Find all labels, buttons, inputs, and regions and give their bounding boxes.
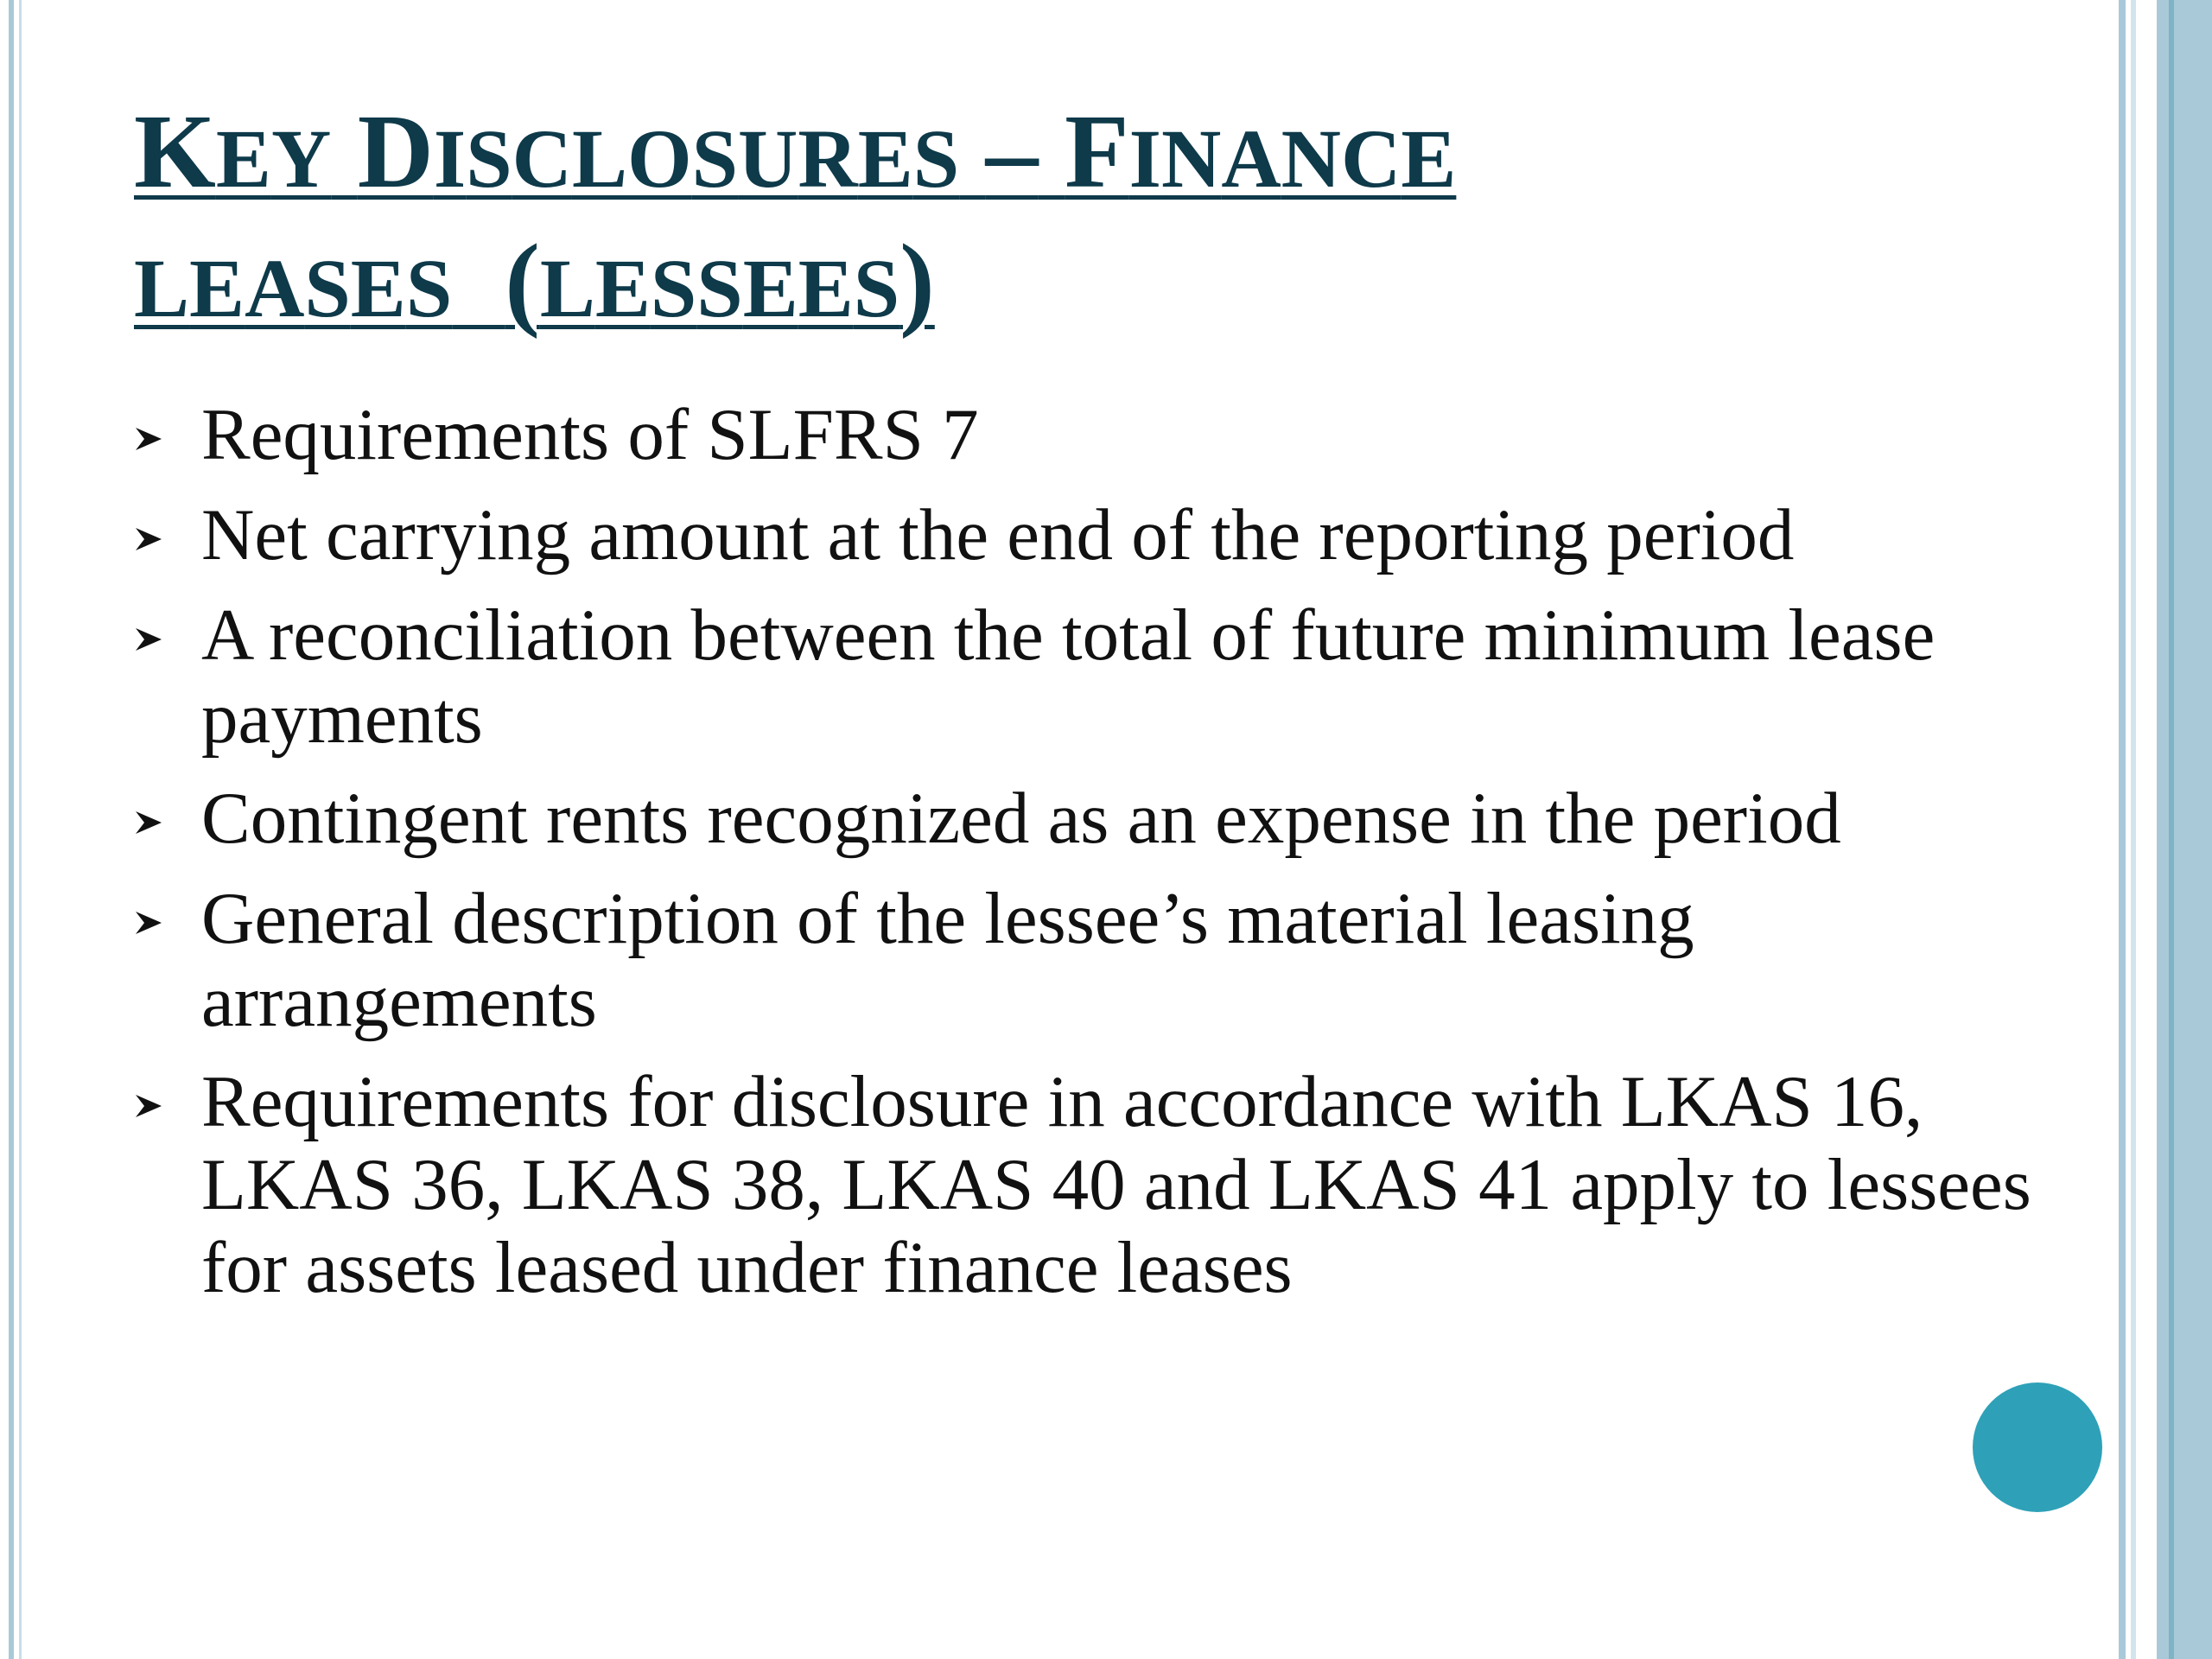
arrowhead-bullet-icon (134, 810, 163, 836)
bullet-text: General description of the lessee’s material leasing arrangements (201, 878, 1694, 1042)
bullet-item (134, 393, 2104, 476)
bullet-text: Requirements for disclosure in accordance with LKAS 16, LKAS 36, LKAS 38, LKAS 40 and LKAS 41 apply to lessees for assets leased under finance leases (201, 1061, 2031, 1308)
slide-number-circle (1973, 1382, 2102, 1512)
right-border-stripe (2119, 0, 2126, 1659)
bullet-text: Net carrying amount at the end of the reporting period (201, 494, 1795, 575)
left-border-line (9, 0, 14, 1659)
arrowhead-bullet-icon (134, 526, 163, 552)
bullet-list (134, 393, 2104, 1326)
title-line-2: LEASES (LESSEES) (134, 223, 935, 340)
arrowhead-bullet-icon (134, 626, 163, 652)
right-border-stripe (2131, 0, 2136, 1659)
bullet-text: Contingent rents recognized as an expense in the period (201, 778, 1841, 859)
arrowhead-bullet-icon (134, 1093, 163, 1119)
bullet-text: Requirements of SLFRS 7 (201, 394, 979, 475)
bullet-item (134, 777, 2104, 860)
right-border-band (2174, 0, 2212, 1659)
bullet-item (134, 493, 2104, 576)
slide-title (134, 91, 2078, 350)
bullet-item (134, 877, 2104, 1043)
bullet-item (134, 594, 2104, 760)
bullet-item (134, 1060, 2104, 1309)
bullet-text: A reconciliation between the total of future minimum lease payments (201, 594, 1936, 759)
right-border-stripe (2157, 0, 2169, 1659)
left-border-line-inner (19, 0, 22, 1659)
arrowhead-bullet-icon (134, 426, 163, 452)
arrowhead-bullet-icon (134, 910, 163, 936)
title-line-1: KEY DISCLOSURES – FINANCE (134, 93, 1457, 210)
right-border-gap (2141, 0, 2157, 1659)
